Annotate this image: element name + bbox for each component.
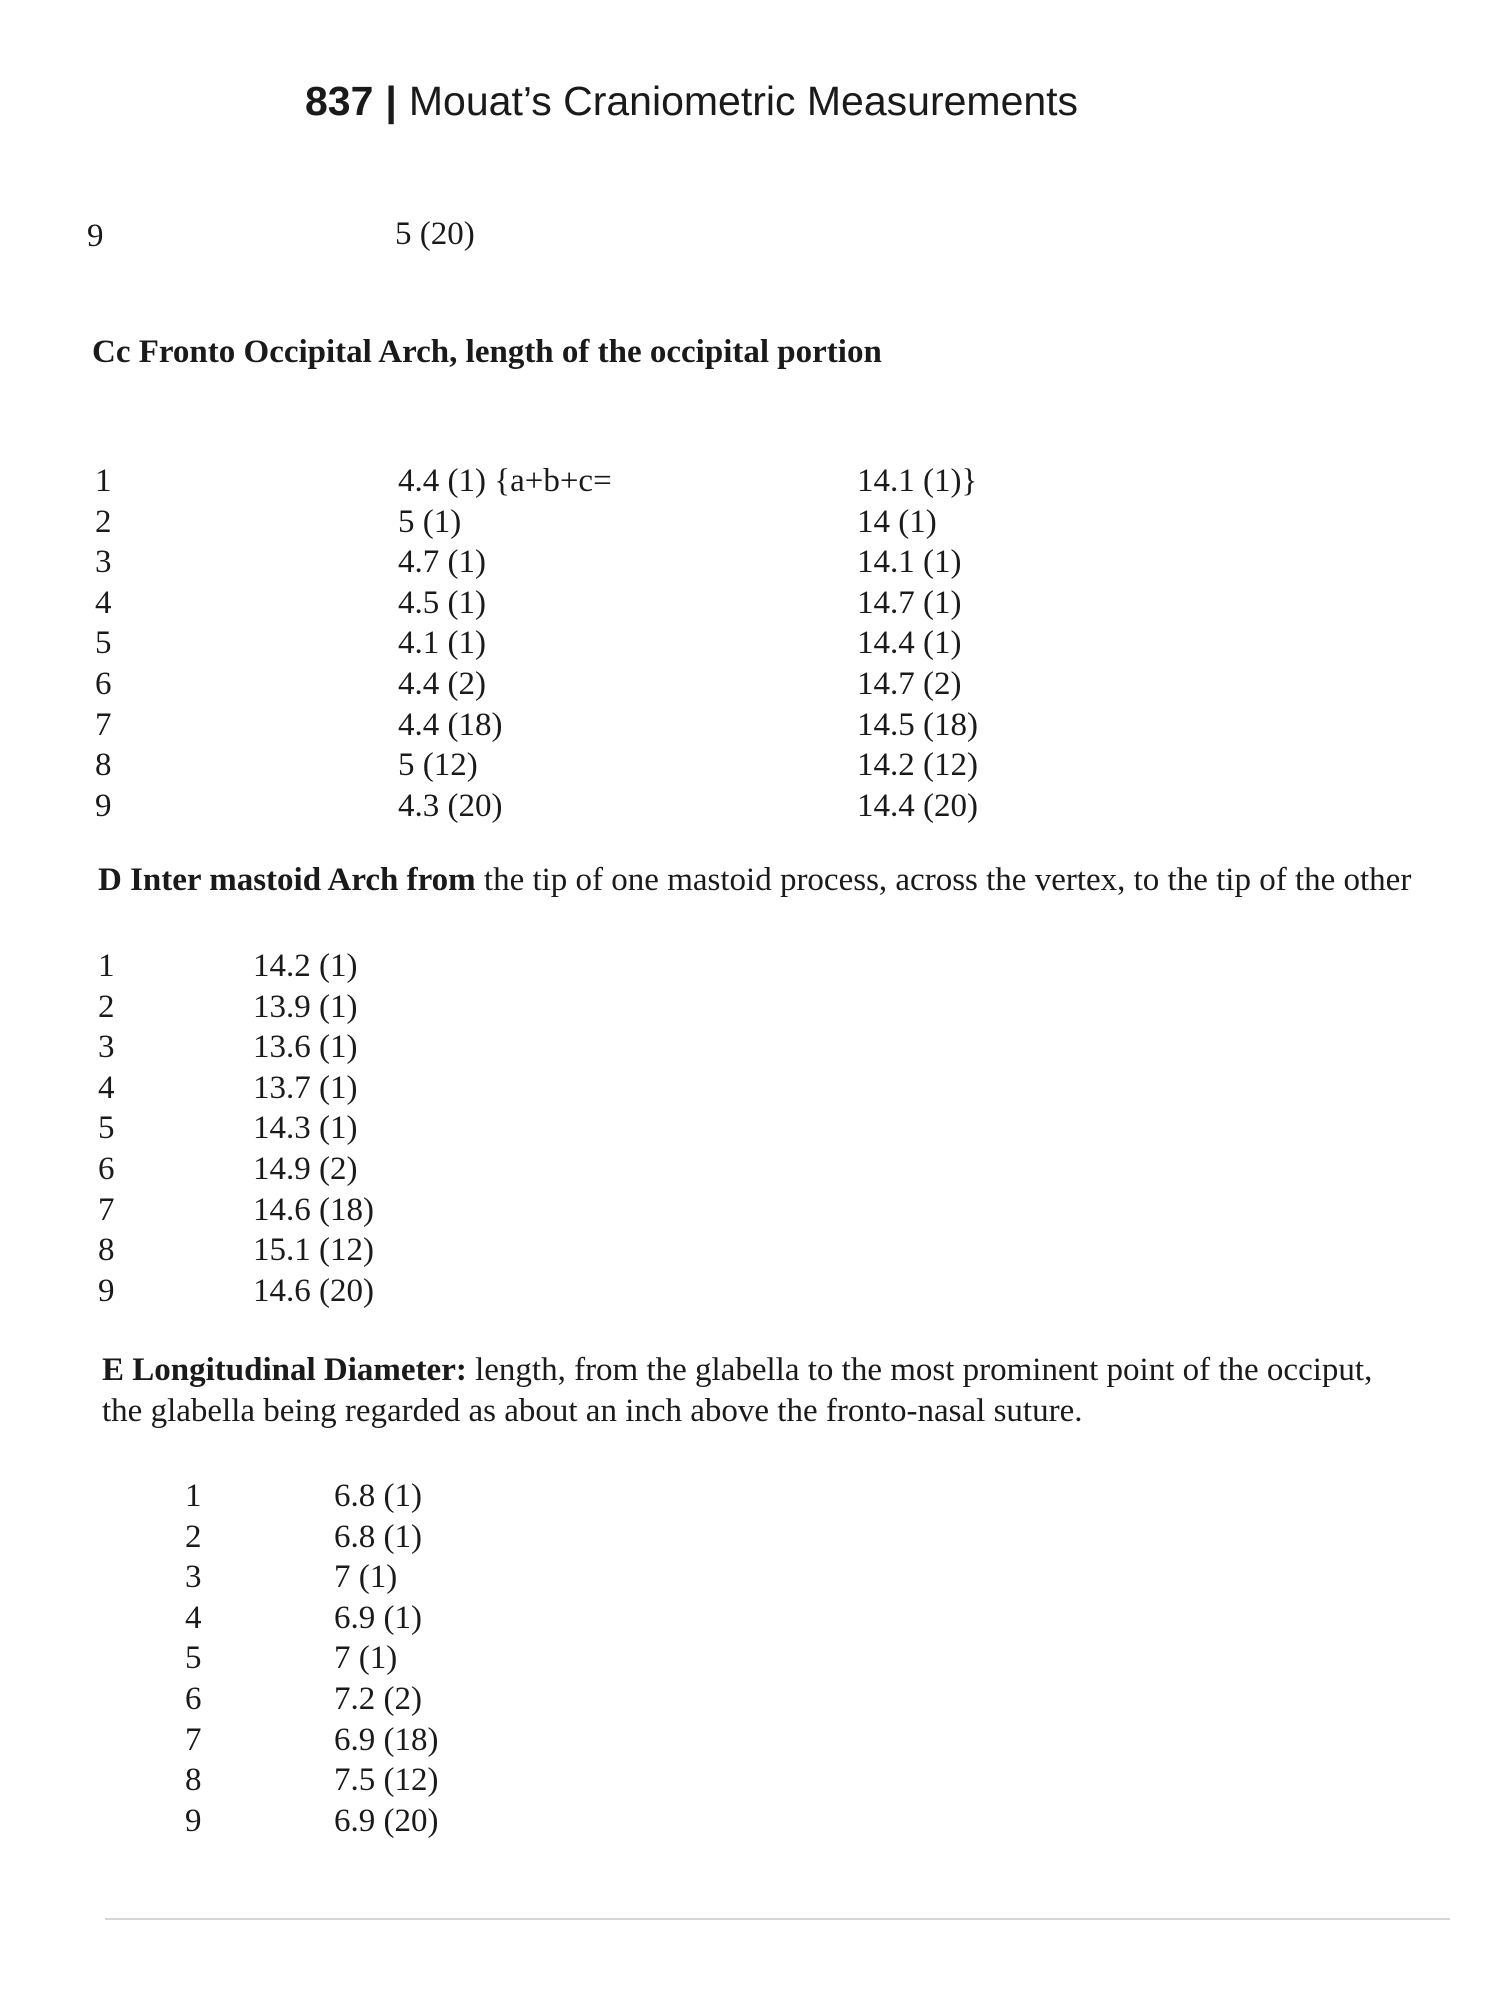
- row-value: 7.5 (12): [334, 1762, 439, 1799]
- table-row: [0, 1599, 1500, 1642]
- page-header: [305, 78, 1078, 125]
- row-index: 2: [98, 988, 115, 1025]
- row-index: 4: [95, 584, 112, 621]
- table-row: [0, 1561, 1500, 1601]
- row-index: 4: [185, 1599, 202, 1636]
- carryover-index: 9: [87, 218, 104, 254]
- table-row: [0, 950, 1500, 990]
- table-row: [0, 1031, 1500, 1071]
- row-total: 14 (1): [857, 503, 937, 540]
- table-row: [0, 1683, 1500, 1723]
- row-index: 5: [95, 625, 112, 662]
- row-value: 14.6 (20): [253, 1272, 374, 1309]
- row-value: 14.9 (2): [253, 1151, 358, 1187]
- row-index: 2: [185, 1518, 202, 1555]
- row-value: 4.1 (1): [398, 625, 486, 662]
- row-index: 3: [98, 1029, 115, 1066]
- row-index: 7: [185, 1721, 202, 1758]
- row-value: 6.9 (18): [334, 1721, 439, 1758]
- row-total: 14.4 (1): [857, 625, 962, 662]
- row-index: 8: [185, 1762, 202, 1799]
- row-index: 7: [95, 706, 112, 743]
- row-value: 13.9 (1): [253, 988, 358, 1025]
- section-e-heading-rest: length, from the glabella to the most prominent point of the occiput, the glabella being regarded as about an inch above the fronto-nasal suture.: [102, 1352, 1373, 1430]
- row-total: 14.4 (20): [857, 787, 978, 824]
- row-value: 5 (12): [398, 747, 478, 784]
- row-index: 1: [98, 948, 115, 984]
- table-row: [0, 1764, 1500, 1804]
- row-index: 6: [95, 666, 112, 702]
- footer-rule: [105, 1918, 1450, 1920]
- row-value: 4.4 (1) {a+b+c=: [398, 463, 612, 499]
- row-index: 8: [95, 747, 112, 784]
- section-cc-heading: [92, 332, 882, 373]
- row-total: 14.1 (1): [857, 544, 962, 581]
- row-total: 14.2 (12): [857, 747, 978, 784]
- running-title: Mouat’s Craniometric Measurements: [408, 78, 1079, 124]
- row-index: 9: [95, 787, 112, 824]
- row-value: 4.3 (20): [398, 787, 503, 824]
- row-index: 9: [98, 1272, 115, 1309]
- row-value: 6.9 (20): [334, 1802, 439, 1839]
- table-row: [0, 503, 1500, 546]
- table-row: [0, 1272, 1500, 1315]
- row-index: 1: [185, 1478, 202, 1514]
- section-d-heading: [98, 860, 1438, 901]
- header-separator: |: [385, 78, 397, 124]
- row-index: 6: [98, 1151, 115, 1187]
- row-value: 7.2 (2): [334, 1681, 422, 1717]
- table-row: [0, 1112, 1500, 1152]
- row-value: 4.4 (18): [398, 706, 503, 743]
- table-row: [0, 1153, 1500, 1193]
- table-row: [0, 1191, 1500, 1234]
- row-value: 13.6 (1): [253, 1029, 358, 1066]
- table-row: [0, 988, 1500, 1031]
- carryover-value: 5 (20): [395, 216, 475, 252]
- table-row: [0, 1069, 1500, 1112]
- row-total: 14.1 (1)}: [857, 463, 978, 499]
- table-row: [0, 465, 1500, 505]
- table-row: [0, 546, 1500, 586]
- row-index: 3: [95, 544, 112, 581]
- row-value: 5 (1): [398, 503, 462, 540]
- row-total: 14.7 (1): [857, 584, 962, 621]
- table-row: [0, 1518, 1500, 1561]
- row-value: 14.2 (1): [253, 948, 358, 984]
- section-cc-heading-text: Cc Fronto Occipital Arch, length of the occipital portion: [92, 334, 882, 370]
- row-total: 14.7 (2): [857, 666, 962, 702]
- row-value: 4.5 (1): [398, 584, 486, 621]
- table-row: [0, 706, 1500, 749]
- row-value: 13.7 (1): [253, 1069, 358, 1106]
- table-row: [0, 749, 1500, 789]
- row-index: 6: [185, 1681, 202, 1717]
- row-index: 4: [98, 1069, 115, 1106]
- row-index: 2: [95, 503, 112, 540]
- table-row: [0, 787, 1500, 830]
- row-total: 14.5 (18): [857, 706, 978, 743]
- row-value: 4.4 (2): [398, 666, 486, 702]
- row-index: 9: [185, 1802, 202, 1839]
- table-row: [0, 627, 1500, 667]
- table-row: [0, 668, 1500, 708]
- row-value: 6.8 (1): [334, 1478, 422, 1514]
- row-index: 5: [185, 1640, 202, 1677]
- row-index: 8: [98, 1232, 115, 1269]
- table-row: [0, 1802, 1500, 1845]
- row-index: 5: [98, 1110, 115, 1147]
- table-row: [0, 1234, 1500, 1274]
- section-d-heading-bold: D Inter mastoid Arch from: [98, 862, 476, 898]
- row-value: 14.6 (18): [253, 1191, 374, 1228]
- row-value: 15.1 (12): [253, 1232, 374, 1269]
- page-number: 837: [305, 78, 374, 124]
- table-row: [0, 1642, 1500, 1682]
- row-index: 1: [95, 463, 112, 499]
- row-value: 4.7 (1): [398, 544, 486, 581]
- table-row: [0, 584, 1500, 627]
- row-value: 6.9 (1): [334, 1599, 422, 1636]
- row-index: 7: [98, 1191, 115, 1228]
- row-value: 14.3 (1): [253, 1110, 358, 1147]
- section-e-heading: [102, 1350, 1402, 1433]
- row-value: 6.8 (1): [334, 1518, 422, 1555]
- row-index: 3: [185, 1559, 202, 1596]
- row-value: 7 (1): [334, 1640, 398, 1677]
- section-e-heading-bold: E Longitudinal Diameter:: [102, 1352, 467, 1388]
- section-d-heading-rest: the tip of one mastoid process, across the vertex, to the tip of the other: [475, 862, 1412, 898]
- row-value: 7 (1): [334, 1559, 398, 1596]
- table-row: [0, 1721, 1500, 1764]
- table-row: [0, 1480, 1500, 1520]
